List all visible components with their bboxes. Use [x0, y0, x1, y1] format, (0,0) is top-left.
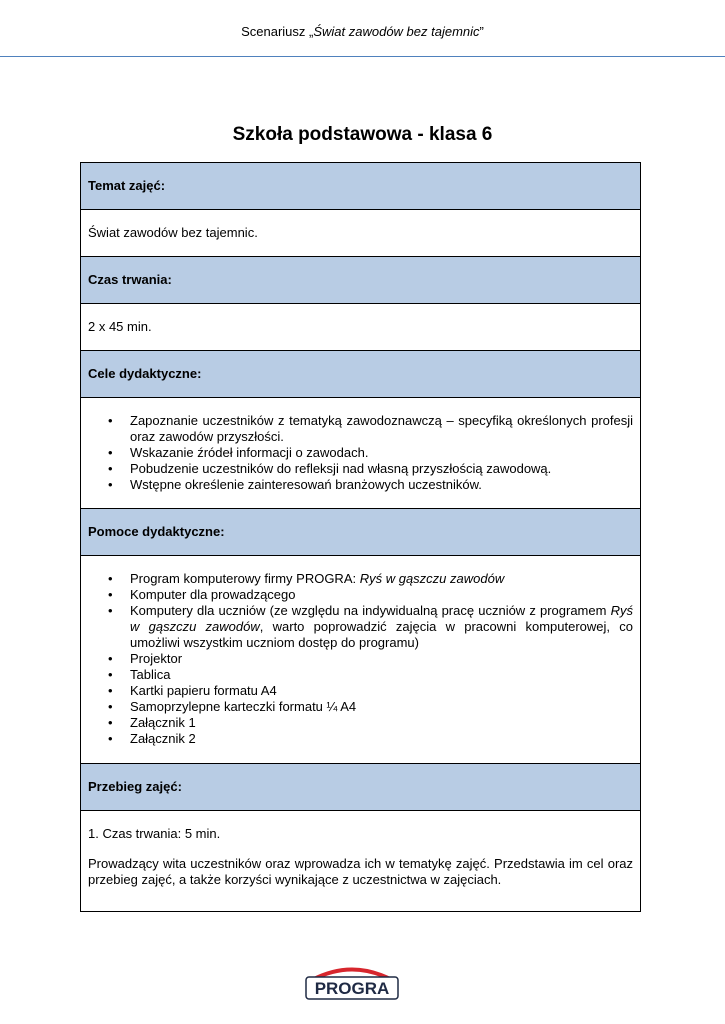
program-name: Ryś w gąszczu zawodów	[359, 571, 505, 586]
list-item: • Tablica	[130, 667, 633, 683]
list-item-text: , warto poprowadzić zajęcia w pracowni komputerowej, co umożliwi wszystkim uczniom dostęp do programu)	[130, 619, 633, 650]
progra-logo	[304, 963, 400, 1001]
list-item	[130, 603, 633, 651]
cele-list	[88, 413, 633, 493]
pomoce-list-cell	[81, 556, 640, 764]
header-prefix: Scenariusz „	[241, 24, 314, 39]
document-title: Szkoła podstawowa - klasa 6	[232, 124, 493, 145]
temat-header: Temat zajęć:	[81, 163, 640, 210]
header-suffix: ”	[479, 24, 484, 39]
list-item: • Kartki papieru formatu A4	[130, 683, 633, 699]
step-description: Prowadzący wita uczestników oraz wprowadza ich w tematykę zajęć. Przedstawia im cel oraz przebieg zajęć, a także korzyści wynikające z uczestnictwa w zajęciach.	[88, 856, 633, 887]
list-item: • Projektor	[130, 651, 633, 667]
cele-list-cell	[81, 398, 640, 509]
logo-text: PROGRA	[314, 979, 390, 998]
list-item-text: Komputery dla uczniów (ze względu na indywidualną pracę uczniów z programem	[130, 603, 611, 618]
pomoce-header: Pomoce dydaktyczne:	[81, 509, 640, 556]
list-item: • Wstępne określenie zainteresowań branżowych uczestników.	[130, 477, 633, 493]
list-item: • Wskazanie źródeł informacji o zawodach.	[130, 445, 633, 461]
list-item: • Załącznik 2	[130, 731, 633, 747]
list-item: • Samoprzylepne karteczki formatu ¼ A4	[130, 699, 633, 715]
przebieg-header: Przebieg zajęć:	[81, 764, 640, 811]
list-item: • Komputer dla prowadzącego	[130, 587, 633, 603]
czas-header: Czas trwania:	[81, 257, 640, 304]
list-item-text: Program komputerowy firmy PROGRA:	[130, 571, 360, 586]
list-item: • Zapoznanie uczestników z tematyką zawodoznawczą – specyfiką określonych profesji oraz zawodów przyszłości.	[130, 413, 633, 445]
program-name: Ryś w gąszczu zawodów	[130, 603, 633, 634]
progra-logo-icon	[304, 963, 400, 1001]
list-item: • Załącznik 1	[130, 715, 633, 731]
page-header	[0, 24, 725, 39]
czas-value: 2 x 45 min.	[81, 304, 640, 351]
step-title: 1. Czas trwania: 5 min.	[88, 826, 221, 841]
header-rule	[0, 56, 725, 57]
header-title: Świat zawodów bez tajemnic	[313, 24, 480, 39]
pomoce-list	[88, 571, 633, 747]
cele-header: Cele dydaktyczne:	[81, 351, 640, 398]
temat-value: Świat zawodów bez tajemnic.	[81, 210, 640, 257]
lesson-table	[80, 162, 641, 912]
list-item	[130, 571, 633, 587]
list-item: • Pobudzenie uczestników do refleksji nad własną przyszłością zawodową.	[130, 461, 633, 477]
przebieg-cell	[81, 811, 640, 911]
